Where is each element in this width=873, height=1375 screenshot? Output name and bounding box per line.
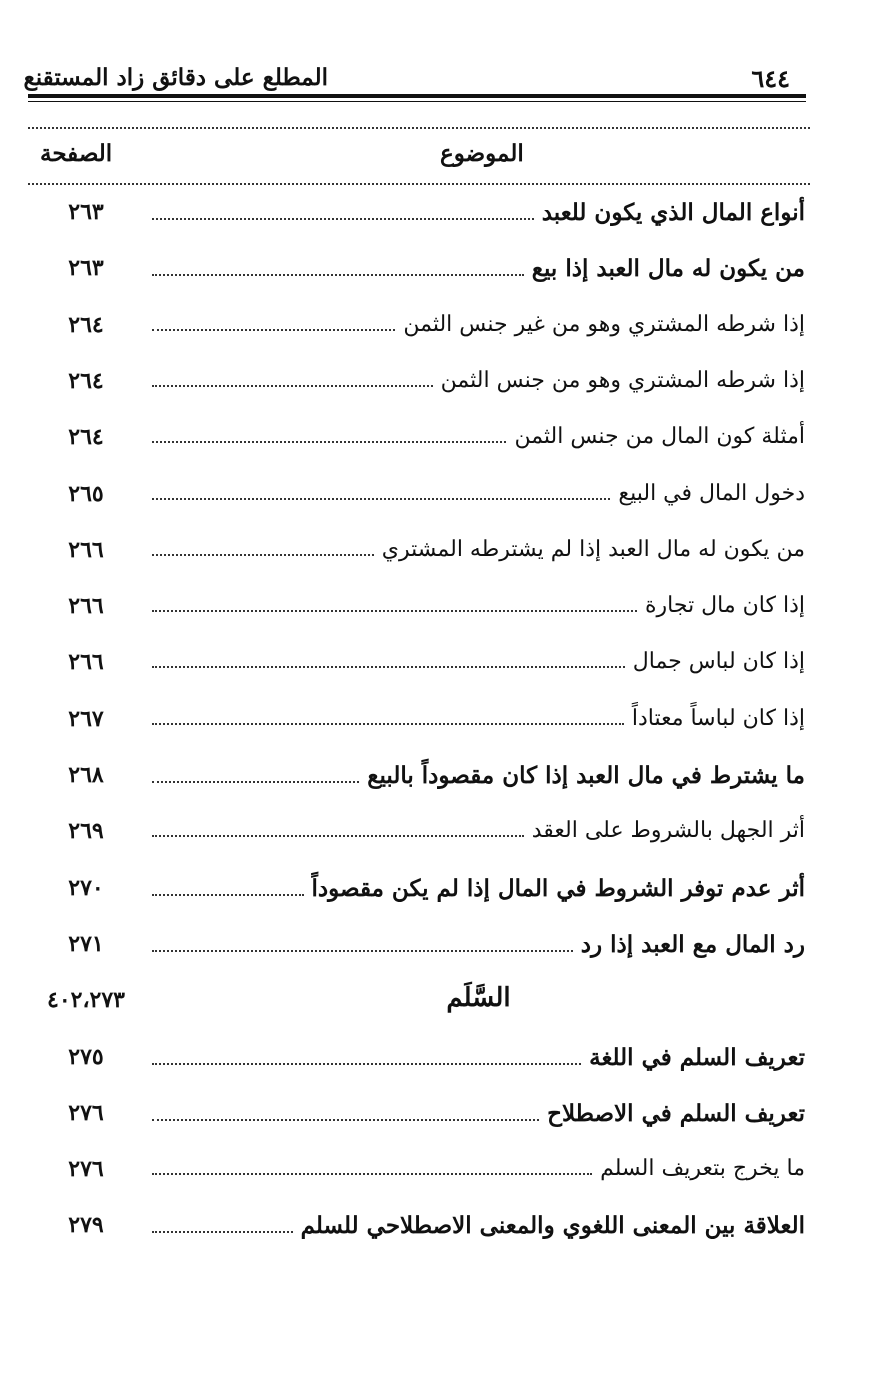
topic-entry (152, 199, 805, 226)
dot-leader (152, 218, 534, 220)
topic-entry (152, 312, 805, 337)
topic-entry (152, 593, 805, 618)
page-reference: ٢٦٦ (68, 536, 104, 563)
topic-entry (152, 875, 805, 902)
dot-leader (152, 385, 433, 387)
topic-text: أثر عدم توفر الشروط في المال إذا لم يكن مقصوداً (311, 874, 805, 902)
header-rule-thick (28, 94, 806, 98)
dot-leader (152, 835, 524, 837)
dot-leader (152, 1231, 293, 1233)
page-reference: ٢٦٨ (68, 762, 104, 788)
page-reference: ٢٧٥ (68, 1043, 104, 1070)
topic-text: دخول المال في البيع (618, 480, 805, 506)
index-row (0, 692, 873, 748)
page-reference: ٢٦٤ (68, 311, 104, 338)
dot-leader (152, 1063, 581, 1065)
dot-leader (152, 781, 359, 783)
topic-entry (152, 1100, 805, 1127)
index-row (0, 298, 873, 354)
page-reference: ٢٦٧ (68, 705, 104, 732)
page-reference: ٢٦٤ (68, 367, 104, 394)
page-reference: ٢٧٦ (68, 1156, 104, 1183)
dot-leader (152, 329, 395, 331)
topic-entry (152, 255, 805, 282)
topic-text: إذا كان لباس جمال (632, 649, 805, 675)
topic-text: إذا كان مال تجارة (645, 593, 805, 619)
topic-text: رد المال مع العبد إذا رد (580, 930, 805, 958)
topic-entry (152, 1212, 805, 1239)
index-row (0, 410, 873, 466)
page-reference: ٢٧٦ (68, 1099, 104, 1126)
dot-leader (152, 498, 610, 500)
topic-text: ما يشترط في مال العبد إذا كان مقصوداً بالبيع (367, 762, 805, 789)
topic-text: أثر الجهل بالشروط على العقد (531, 818, 805, 844)
index-row (0, 748, 873, 804)
topic-text: من يكون له مال العبد إذا لم يشترطه المشتري (381, 536, 805, 562)
topic-text: تعريف السلم في الاصطلاح (547, 1099, 805, 1127)
dot-leader (152, 723, 624, 725)
topic-entry (152, 481, 805, 506)
dot-leader (152, 554, 374, 556)
topic-entry (152, 1156, 805, 1181)
page-reference: ٢٦٦ (68, 649, 104, 676)
index-row (0, 241, 873, 297)
page-reference: ٢٦٣ (68, 255, 104, 282)
dot-leader (152, 894, 304, 896)
page-reference: ٢٦٦ (68, 593, 104, 620)
topic-entry (152, 762, 805, 789)
column-header-page: الصفحة (40, 140, 113, 167)
topic-entry (152, 1044, 805, 1071)
header-rule-thin (28, 101, 806, 102)
page-reference: ٢٦٩ (68, 818, 104, 845)
index-row (0, 635, 873, 691)
topic-entry (152, 818, 805, 843)
topic-text: أمثلة كون المال من جنس الثمن (514, 424, 805, 450)
index-row (0, 354, 873, 410)
section-heading-row (0, 973, 873, 1029)
topic-text: ما يخرج بتعريف السلم (600, 1156, 805, 1182)
dot-leader (152, 274, 524, 276)
book-title: المطلع على دقائق زاد المستقنع (23, 64, 328, 91)
topic-text: إذا كان لباساً معتاداً (631, 705, 805, 731)
topic-entry (152, 649, 805, 674)
page-reference: ٢٦٥ (68, 480, 104, 507)
topic-text: إذا شرطه المشتري وهو من جنس الثمن (440, 367, 805, 393)
topic-entry (152, 537, 805, 562)
topic-entry (152, 368, 805, 393)
index-row (0, 185, 873, 241)
column-header-top-divider (28, 127, 810, 129)
dot-leader (152, 610, 637, 612)
page-reference: ٢٧٠ (68, 874, 104, 901)
index-row (0, 861, 873, 917)
topic-text: العلاقة بين المعنى اللغوي والمعنى الاصطلاحي للسلم (300, 1212, 805, 1240)
index-row (0, 804, 873, 860)
index-row (0, 1142, 873, 1198)
dot-leader (152, 441, 506, 443)
dot-leader (152, 1119, 539, 1121)
dot-leader (152, 666, 625, 668)
topic-text: إذا شرطه المشتري وهو من غير جنس الثمن (403, 311, 805, 337)
dot-leader (152, 950, 573, 952)
page-reference: ٢٦٣ (68, 199, 104, 225)
topic-entry (152, 424, 805, 449)
topic-text: تعريف السلم في اللغة (589, 1043, 805, 1071)
running-header (23, 52, 806, 93)
section-title: السَّلَم (446, 983, 511, 1014)
index-row (0, 1030, 873, 1086)
column-header-topic: الموضوع (440, 140, 524, 167)
page-reference: ٢٧٩ (68, 1212, 104, 1239)
page-reference: ٢٧١ (68, 930, 104, 957)
dot-leader (152, 1173, 592, 1175)
index-row (0, 1198, 873, 1254)
topic-entry (152, 931, 805, 958)
index-row (0, 917, 873, 973)
index-row (0, 1086, 873, 1142)
index-row (0, 467, 873, 523)
index-row (0, 579, 873, 635)
topic-text: من يكون له مال العبد إذا بيع (531, 255, 805, 283)
page-reference: ٤٠٢،٢٧٣ (47, 987, 125, 1014)
page-number: ٦٤٤ (751, 64, 790, 93)
topic-entry (152, 706, 805, 731)
page-reference: ٢٦٤ (68, 424, 104, 451)
index-row (0, 523, 873, 579)
topic-text: أنواع المال الذي يكون للعبد (541, 199, 805, 226)
